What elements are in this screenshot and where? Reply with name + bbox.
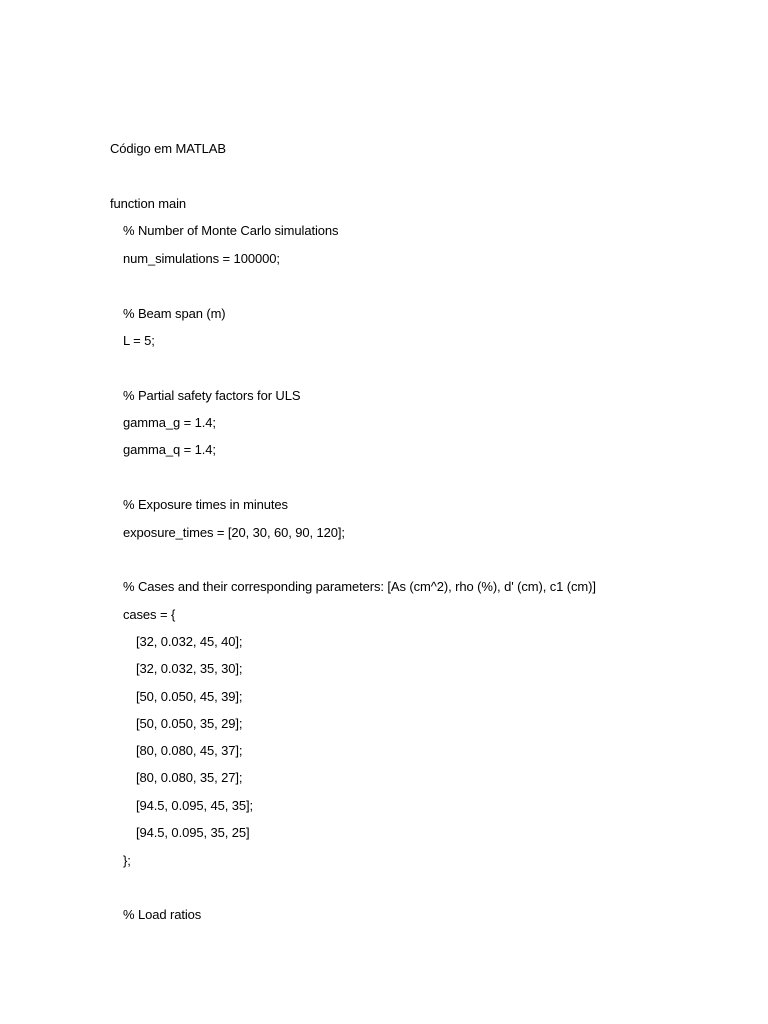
code-comment: % Exposure times in minutes <box>123 497 288 512</box>
code-line: exposure_times = [20, 30, 60, 90, 120]; <box>123 525 345 540</box>
code-line: [94.5, 0.095, 35, 25] <box>136 825 250 840</box>
code-comment: % Cases and their corresponding parameters: [As (cm^2), rho (%), d' (cm), c1 (cm)] <box>123 579 596 594</box>
code-line: [80, 0.080, 45, 37]; <box>136 743 243 758</box>
code-line: [80, 0.080, 35, 27]; <box>136 770 243 785</box>
code-line: }; <box>123 853 131 868</box>
code-line: [94.5, 0.095, 45, 35]; <box>136 798 254 813</box>
code-comment: % Load ratios <box>123 907 202 922</box>
code-comment: % Partial safety factors for ULS <box>123 388 301 403</box>
code-line: [50, 0.050, 45, 39]; <box>136 689 243 704</box>
code-line: gamma_g = 1.4; <box>123 415 216 430</box>
code-line: [50, 0.050, 35, 29]; <box>136 716 243 731</box>
code-line: L = 5; <box>123 333 155 348</box>
document-title: Código em MATLAB <box>110 141 226 156</box>
code-line: cases = { <box>123 607 176 622</box>
code-line: gamma_q = 1.4; <box>123 442 216 457</box>
code-comment: % Beam span (m) <box>123 306 226 321</box>
code-comment: % Number of Monte Carlo simulations <box>123 223 339 238</box>
code-line: function main <box>110 196 187 211</box>
code-line: [32, 0.032, 35, 30]; <box>136 661 243 676</box>
code-line: [32, 0.032, 45, 40]; <box>136 634 243 649</box>
code-line: num_simulations = 100000; <box>123 251 280 266</box>
